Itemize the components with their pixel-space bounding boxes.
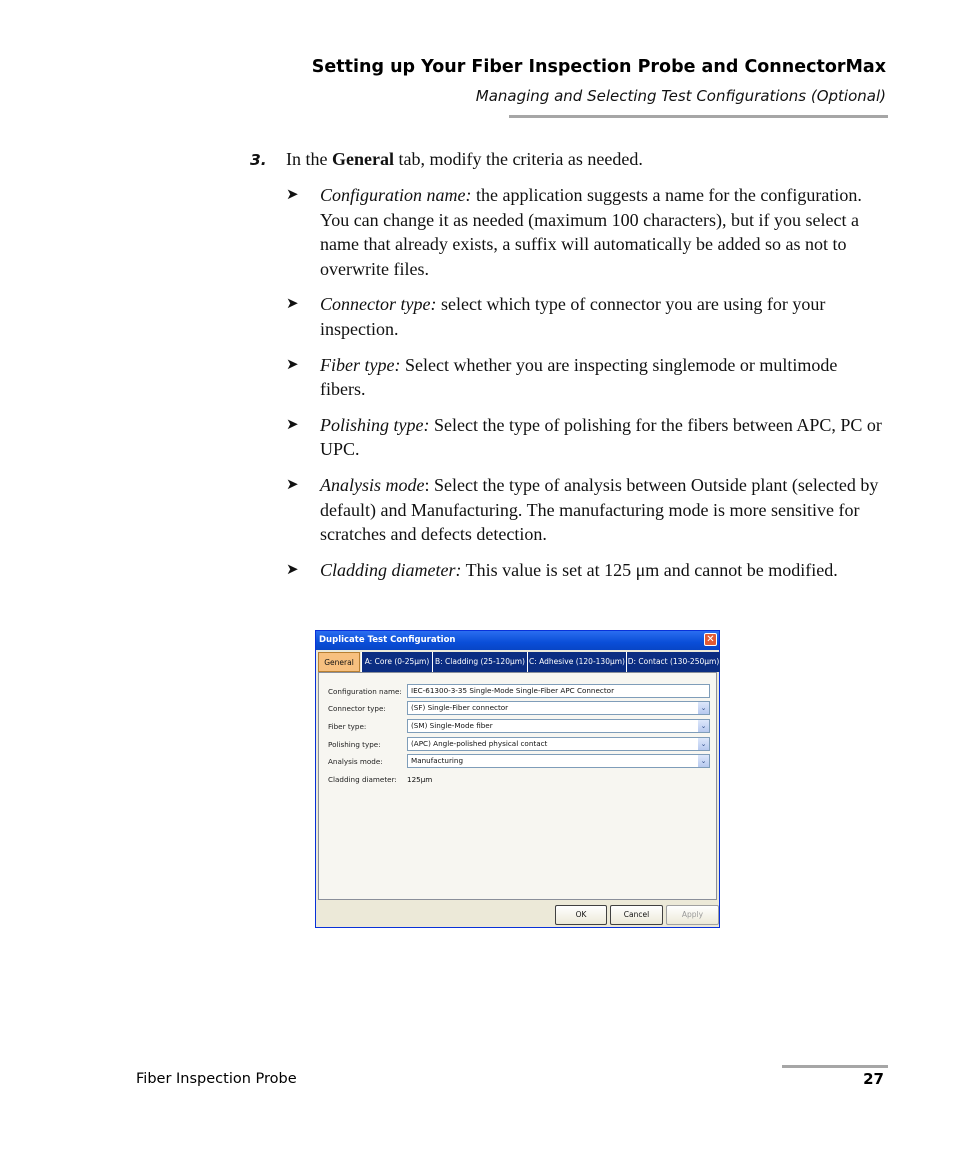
fiber-type-value: (SM) Single-Mode fiber: [411, 721, 493, 730]
bullet-term: Connector type:: [320, 294, 437, 315]
header-rule: [509, 115, 888, 118]
bullet-list: [286, 183, 886, 593]
polishing-type-value: (APC) Angle-polished physical contact: [411, 739, 548, 748]
bullet-text: Select the type of polishing for the fibers between APC, PC or UPC.: [320, 414, 882, 460]
tab-core[interactable]: A: Core (0-25μm): [361, 652, 432, 672]
bullet-arrow-icon: ➤: [286, 296, 299, 313]
fiber-type-label: Fiber type:: [328, 722, 367, 731]
connector-type-value: (SF) Single-Fiber connector: [411, 703, 509, 712]
polishing-type-label: Polishing type:: [328, 740, 381, 749]
bullet-text: Select whether you are inspecting singlemode or multimode fibers.: [320, 354, 838, 400]
list-item: [286, 353, 886, 402]
list-item: [286, 413, 886, 462]
chevron-down-icon[interactable]: ⌄: [698, 720, 709, 732]
dialog-title: Duplicate Test Configuration: [319, 635, 456, 645]
bullet-text: select which type of connector you are using for your inspection.: [320, 294, 826, 339]
fiber-type-select[interactable]: [407, 719, 710, 733]
bullet-term: Cladding diameter:: [320, 559, 462, 580]
bullet-arrow-icon: ➤: [286, 476, 299, 493]
chevron-down-icon[interactable]: ⌄: [698, 738, 709, 750]
connector-type-select[interactable]: [407, 701, 710, 715]
config-name-value: IEC-61300-3-35 Single-Mode Single-Fiber APC Connector: [411, 686, 615, 695]
dialog-titlebar: [316, 631, 719, 650]
cancel-button[interactable]: Cancel: [610, 905, 663, 925]
analysis-mode-select[interactable]: [407, 754, 710, 768]
list-item: [286, 183, 886, 281]
cladding-diameter-label: Cladding diameter:: [328, 775, 397, 784]
config-name-label: Configuration name:: [328, 687, 402, 696]
ok-button[interactable]: OK: [555, 905, 607, 925]
footer-title: Fiber Inspection Probe: [136, 1071, 297, 1087]
list-item: [286, 292, 886, 341]
step-text-after: tab, modify the criteria as needed.: [393, 149, 643, 169]
analysis-mode-value: Manufacturing: [411, 756, 464, 765]
step-3: [250, 147, 643, 173]
config-name-input[interactable]: [407, 684, 710, 698]
list-item: [286, 558, 886, 583]
cladding-diameter-value: 125μm: [407, 775, 433, 784]
bullet-arrow-icon: ➤: [286, 356, 299, 373]
bullet-arrow-icon: ➤: [286, 416, 299, 433]
bullet-arrow-icon: ➤: [286, 561, 299, 578]
page-header-title: Setting up Your Fiber Inspection Probe and ConnectorMax: [311, 57, 886, 77]
page-number: 27: [863, 1070, 884, 1088]
page-header-subtitle: Managing and Selecting Test Configurations (Optional): [475, 87, 886, 105]
bullet-arrow-icon: ➤: [286, 187, 299, 203]
close-icon[interactable]: ✕: [704, 633, 717, 646]
bullet-term: Analysis mode: [320, 474, 425, 495]
step-text-before: In the: [286, 149, 332, 169]
bullet-text: : Select the type of analysis between Outside plant (selected by default) and Manufacturing. The manufacturing mode is more sensitive for scratches and defects detection.: [320, 474, 879, 545]
chevron-down-icon[interactable]: ⌄: [698, 702, 709, 714]
tab-cladding[interactable]: B: Cladding (25-120μm): [432, 652, 527, 672]
bullet-text: This value is set at 125 μm and cannot be modified.: [461, 559, 838, 580]
general-panel: [318, 672, 717, 900]
apply-button[interactable]: Apply: [666, 905, 719, 925]
chevron-down-icon[interactable]: ⌄: [698, 755, 709, 767]
step-number: 3.: [250, 151, 267, 169]
polishing-type-select[interactable]: [407, 737, 710, 751]
duplicate-config-dialog: [315, 630, 720, 928]
step-text-bold: General: [331, 149, 394, 169]
footer-rule: [782, 1065, 888, 1068]
list-item: [286, 473, 886, 547]
analysis-mode-label: Analysis mode:: [328, 757, 383, 766]
connector-type-label: Connector type:: [328, 704, 386, 713]
tab-contact[interactable]: D: Contact (130-250μm): [626, 652, 720, 672]
bullet-term: Fiber type:: [320, 354, 401, 375]
tab-general[interactable]: General: [318, 652, 360, 672]
bullet-text: the application suggests a name for the configuration. You can change it as needed (maximum 100 characters), but if you select a name that already exists, a suffix will automatically be added so as not to overwrite files.: [320, 185, 862, 279]
bullet-term: Configuration name:: [320, 185, 472, 205]
dialog-tabs: [318, 652, 719, 672]
bullet-term: Polishing type:: [320, 414, 430, 435]
tab-adhesive[interactable]: C: Adhesive (120-130μm): [527, 652, 626, 672]
